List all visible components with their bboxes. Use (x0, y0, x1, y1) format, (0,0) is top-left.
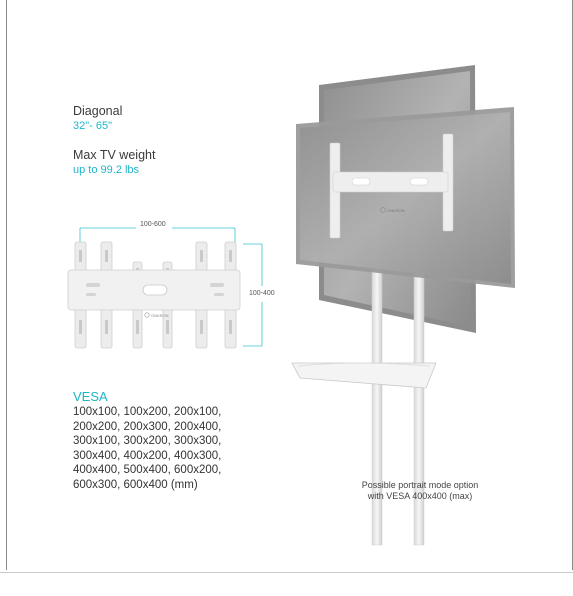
height-dimension-label: 100-400 (249, 290, 275, 297)
vesa-line: 300x400, 400x200, 400x300, (73, 449, 222, 462)
vesa-line: 300x100, 300x200, 300x300, (73, 435, 222, 448)
tv-stand-illustration (292, 65, 515, 545)
vesa-line: 400x400, 500x400, 600x200, (73, 464, 222, 477)
vesa-title: VESA (73, 389, 108, 404)
bracket-diagram (68, 228, 262, 348)
vesa-sizes-list (73, 405, 273, 493)
bracket-logo (145, 313, 169, 318)
tv-landscape (296, 107, 515, 288)
caption-line-1: Possible portrait mode option (361, 480, 479, 490)
vesa-line: 100x100, 100x200, 200x100, (73, 406, 222, 418)
stand-logo-text: ONKRON (387, 208, 405, 213)
max-weight-value: up to 99.2 lbs (73, 164, 140, 176)
bracket-plate-center-slot (143, 285, 167, 295)
portrait-mode-caption (330, 480, 510, 502)
vesa-line: 600x300, 600x400 (mm) (73, 478, 198, 491)
vesa-line: 200x200, 200x300, 200x400, (73, 420, 222, 433)
stand-shelf (292, 363, 436, 388)
bracket-logo-text: ONKRON (151, 313, 169, 318)
width-dimension-label: 100-600 (140, 221, 166, 228)
diagonal-label: Diagonal (73, 104, 123, 118)
diagonal-value: 32"- 65" (73, 120, 112, 132)
max-weight-label: Max TV weight (73, 148, 156, 162)
caption-line-2: with VESA 400x400 (max) (367, 491, 473, 501)
